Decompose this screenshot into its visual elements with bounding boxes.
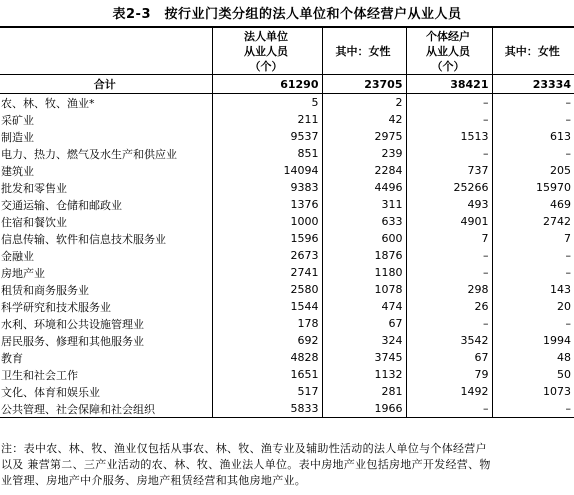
total-row: [0, 75, 574, 94]
cell-indiv-female: 15970: [492, 179, 574, 196]
cell-indiv: 1513: [406, 128, 492, 145]
cell-legal-female: 474: [322, 298, 406, 315]
cell-indiv: –: [406, 400, 492, 418]
row-label: 电力、热力、燃气及水生产和供应业: [1, 147, 177, 161]
row-label: 交通运输、仓储和邮政业: [1, 198, 122, 212]
cell-legal: 9537: [212, 128, 322, 145]
table-row: [0, 94, 574, 112]
row-label: 卫生和社会工作: [1, 368, 78, 382]
cell-indiv-female: 20: [492, 298, 574, 315]
cell-legal: 1000: [212, 213, 322, 230]
cell-legal: 2741: [212, 264, 322, 281]
cell-indiv: 67: [406, 349, 492, 366]
row-label: 批发和零售业: [1, 181, 67, 195]
header-indiv-line2: 从业人员: [426, 45, 470, 58]
row-label: 公共管理、社会保障和社会组织: [0, 400, 212, 418]
row-label: 水利、环境和公共设施管理业: [1, 317, 144, 331]
row-label: 科学研究和技术服务业: [1, 300, 111, 314]
cell-legal-female: 1876: [322, 247, 406, 264]
footnote: [1, 441, 573, 489]
cell-indiv-female: 7: [492, 230, 574, 247]
cell-indiv: 7: [406, 230, 492, 247]
table-row: [0, 111, 574, 128]
header-legal-line1: 法人单位: [244, 30, 288, 43]
table-row: [0, 179, 574, 196]
row-label: 建筑业: [1, 164, 34, 178]
cell-indiv-female: 1073: [492, 383, 574, 400]
table-row: [0, 332, 574, 349]
cell-indiv: –: [406, 145, 492, 162]
table-row: [0, 298, 574, 315]
cell-legal-female: 42: [322, 111, 406, 128]
total-legal-female: 23705: [322, 75, 406, 94]
cell-indiv-female: –: [492, 111, 574, 128]
cell-legal: 9383: [212, 179, 322, 196]
cell-indiv-female: 469: [492, 196, 574, 213]
table-row: [0, 264, 574, 281]
row-label: 文化、体育和娱乐业: [1, 385, 100, 399]
header-legal-female: 其中：女性: [322, 27, 406, 75]
cell-legal: 1376: [212, 196, 322, 213]
header-indiv-group: [406, 27, 492, 75]
table-row: [0, 213, 574, 230]
cell-legal-female: 1078: [322, 281, 406, 298]
cell-legal-female: 1966: [322, 400, 406, 418]
table-row: [0, 366, 574, 383]
cell-indiv: 3542: [406, 332, 492, 349]
cell-legal: 178: [212, 315, 322, 332]
cell-legal: 1544: [212, 298, 322, 315]
cell-legal-female: 2: [322, 94, 406, 112]
footnote-line: 业管理、房地产中介服务、房地产租赁经营和其他房地产业。: [1, 474, 307, 487]
total-indiv: 38421: [406, 75, 492, 94]
header-indiv-line1: 个体经户: [426, 30, 470, 43]
header-blank: [0, 27, 212, 75]
table-row: [0, 145, 574, 162]
cell-legal-female: 600: [322, 230, 406, 247]
cell-indiv: –: [406, 264, 492, 281]
table-row: [0, 315, 574, 332]
cell-indiv-female: –: [492, 264, 574, 281]
cell-legal: 2580: [212, 281, 322, 298]
cell-legal-female: 2284: [322, 162, 406, 179]
row-label: 房地产业: [1, 266, 45, 280]
cell-indiv: –: [406, 247, 492, 264]
cell-indiv: –: [406, 111, 492, 128]
cell-indiv-female: 205: [492, 162, 574, 179]
cell-legal: 851: [212, 145, 322, 162]
data-table: [0, 26, 574, 418]
cell-indiv-female: –: [492, 247, 574, 264]
cell-legal-female: 281: [322, 383, 406, 400]
cell-indiv-female: 613: [492, 128, 574, 145]
table-row: [0, 400, 574, 418]
table-row: [0, 196, 574, 213]
row-label: 住宿和餐饮业: [1, 215, 67, 229]
header-indiv-line3: （个）: [431, 60, 465, 73]
footnote-line: 以及 兼营第二、三产业活动的农、林、牧、渔业法人单位。表中房地产业包括房地产开发经营、物: [1, 458, 491, 471]
row-label: 农、林、牧、渔业*: [1, 96, 95, 110]
cell-indiv-female: –: [492, 315, 574, 332]
cell-legal: 692: [212, 332, 322, 349]
cell-legal: 1596: [212, 230, 322, 247]
cell-legal-female: 2975: [322, 128, 406, 145]
cell-indiv-female: –: [492, 400, 574, 418]
cell-indiv: 26: [406, 298, 492, 315]
header-legal-line2: 从业人员: [244, 45, 288, 58]
cell-legal: 211: [212, 111, 322, 128]
cell-indiv: 79: [406, 366, 492, 383]
cell-indiv-female: –: [492, 94, 574, 112]
table-title: 表2-3 按行业门类分组的法人单位和个体经营户从业人员: [112, 7, 462, 22]
total-label: 合计: [0, 75, 212, 94]
cell-indiv: 25266: [406, 179, 492, 196]
row-label: 租赁和商务服务业: [1, 283, 89, 297]
table-row: [0, 247, 574, 264]
cell-legal: 2673: [212, 247, 322, 264]
header-indiv-female: 其中：女性: [492, 27, 574, 75]
cell-legal: 1651: [212, 366, 322, 383]
table-row: [0, 128, 574, 145]
table-row: [0, 383, 574, 400]
total-indiv-female: 23334: [492, 75, 574, 94]
cell-indiv: 4901: [406, 213, 492, 230]
table-body: [0, 75, 574, 418]
cell-legal-female: 1180: [322, 264, 406, 281]
cell-legal-female: 67: [322, 315, 406, 332]
cell-legal: 5: [212, 94, 322, 112]
cell-indiv: –: [406, 94, 492, 112]
cell-legal: 5833: [212, 400, 322, 418]
cell-indiv-female: 2742: [492, 213, 574, 230]
cell-legal: 4828: [212, 349, 322, 366]
footnote-line: 注：表中农、林、牧、渔业仅包括从事农、林、牧、渔专业及辅助性活动的法人单位与个体经营户: [1, 442, 487, 455]
cell-indiv-female: 50: [492, 366, 574, 383]
cell-legal-female: 239: [322, 145, 406, 162]
cell-legal-female: 3745: [322, 349, 406, 366]
table-header: [0, 27, 574, 75]
cell-legal-female: 633: [322, 213, 406, 230]
cell-indiv: –: [406, 315, 492, 332]
row-label: 金融业: [1, 249, 34, 263]
table-row: [0, 230, 574, 247]
cell-legal-female: 1132: [322, 366, 406, 383]
cell-indiv: 298: [406, 281, 492, 298]
row-label: 信息传输、软件和信息技术服务业: [1, 232, 166, 246]
cell-indiv-female: 48: [492, 349, 574, 366]
cell-indiv: 1492: [406, 383, 492, 400]
row-label: 居民服务、修理和其他服务业: [1, 334, 144, 348]
table-row: [0, 162, 574, 179]
table-row: [0, 349, 574, 366]
cell-legal: 517: [212, 383, 322, 400]
cell-indiv-female: 1994: [492, 332, 574, 349]
row-label: 制造业: [1, 130, 34, 144]
cell-legal-female: 4496: [322, 179, 406, 196]
cell-legal-female: 324: [322, 332, 406, 349]
header-legal-group: [212, 27, 322, 75]
cell-legal: 14094: [212, 162, 322, 179]
cell-indiv-female: 143: [492, 281, 574, 298]
cell-indiv-female: –: [492, 145, 574, 162]
cell-indiv: 493: [406, 196, 492, 213]
cell-legal-female: 311: [322, 196, 406, 213]
header-legal-line3: （个）: [249, 60, 283, 73]
cell-indiv: 737: [406, 162, 492, 179]
row-label: 教育: [1, 351, 23, 365]
total-legal: 61290: [212, 75, 322, 94]
row-label: 采矿业: [1, 113, 34, 127]
table-row: [0, 281, 574, 298]
